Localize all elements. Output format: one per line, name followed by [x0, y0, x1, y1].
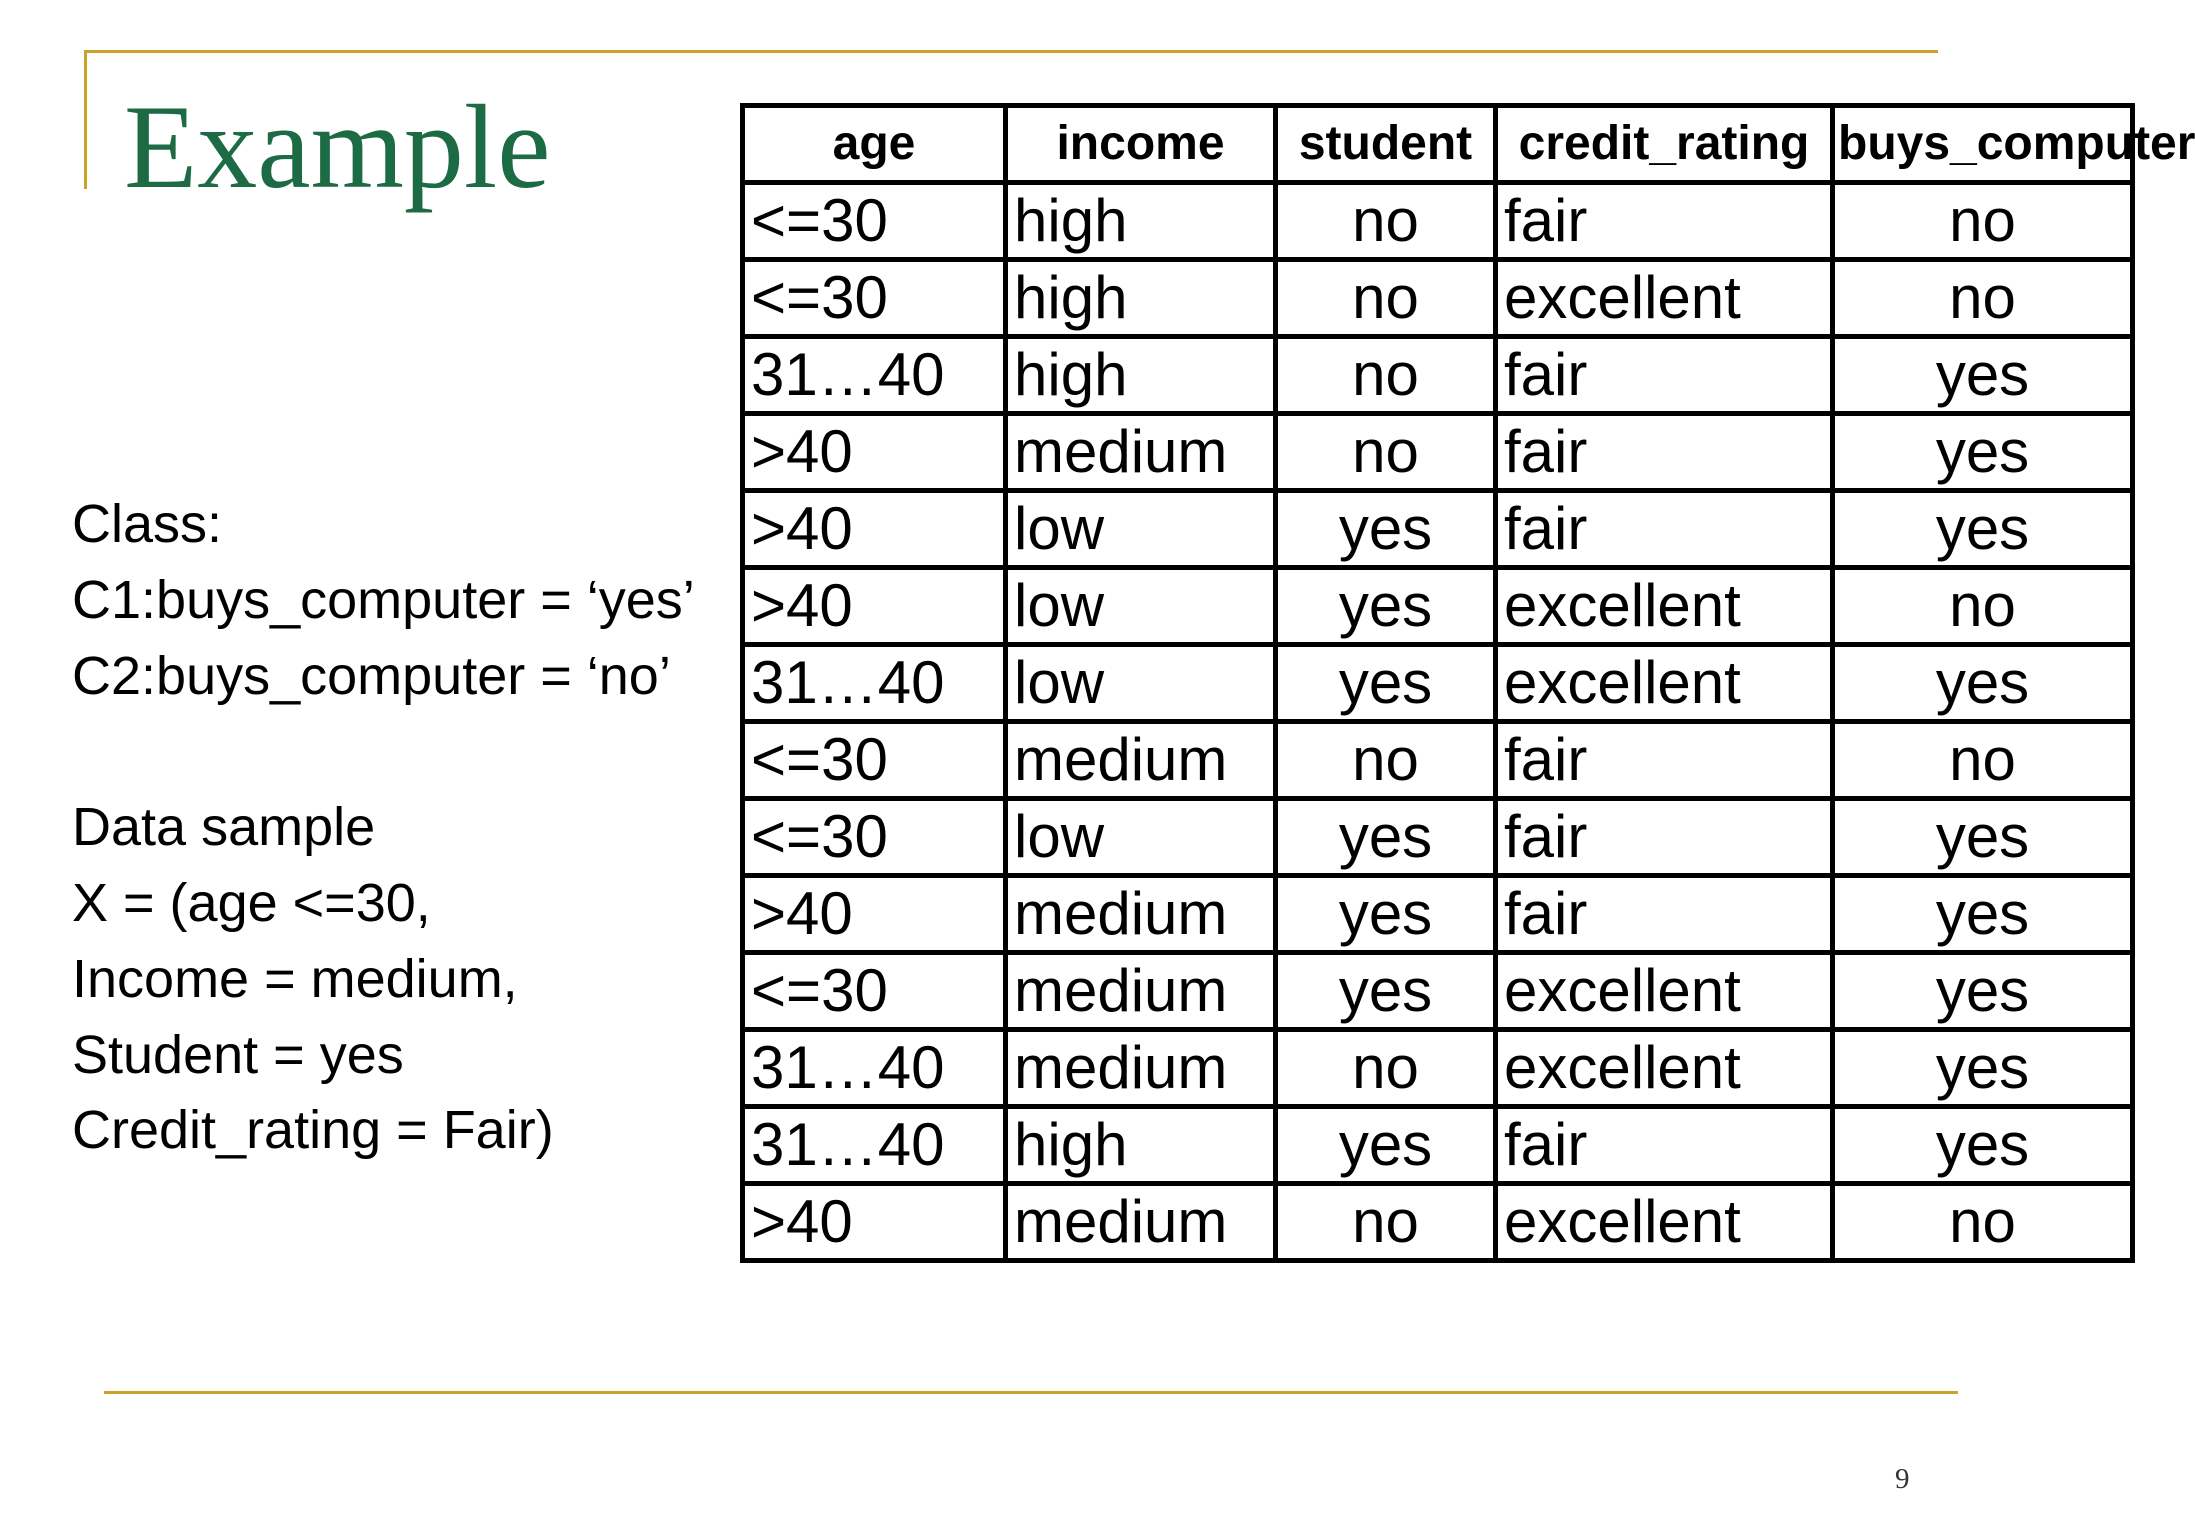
cell-credit-rating: fair [1496, 414, 1833, 491]
cell-income: high [1006, 260, 1276, 337]
page-number: 9 [1895, 1463, 1910, 1495]
info-line: C1:buys_computer = ‘yes’ [72, 569, 695, 630]
cell-credit-rating: excellent [1496, 568, 1833, 645]
cell-student: no [1276, 183, 1496, 260]
cell-credit-rating: excellent [1496, 1184, 1833, 1261]
column-header-age: age [743, 106, 1006, 183]
cell-age: 31…40 [743, 1030, 1006, 1107]
cell-buys-computer: no [1833, 1184, 2133, 1261]
bottom-decorative-rule [104, 1391, 1958, 1394]
cell-buys-computer: yes [1833, 1107, 2133, 1184]
table-header [743, 106, 2195, 183]
cell-age: <=30 [743, 722, 1006, 799]
cell-buys-computer: yes [1833, 876, 2133, 953]
cell-student: no [1276, 414, 1496, 491]
table-row [743, 337, 2133, 414]
table-row [743, 876, 2133, 953]
cell-credit-rating: fair [1496, 183, 1833, 260]
cell-credit-rating: excellent [1496, 645, 1833, 722]
info-line: Income = medium, [72, 948, 518, 1009]
cell-buys-computer: yes [1833, 953, 2133, 1030]
cell-student: yes [1276, 1107, 1496, 1184]
cell-age: >40 [743, 876, 1006, 953]
class-description [72, 487, 695, 1169]
cell-buys-computer: yes [1833, 337, 2133, 414]
cell-credit-rating: excellent [1496, 953, 1833, 1030]
training-data-table-container [740, 103, 2195, 1343]
cell-credit-rating: excellent [1496, 260, 1833, 337]
info-line: X = (age <=30, [72, 872, 431, 933]
top-decorative-rule [84, 50, 1938, 53]
cell-student: yes [1276, 953, 1496, 1030]
table-row [743, 1107, 2133, 1184]
column-header-buys-computer: buys_computer [1833, 106, 2133, 183]
cell-income: medium [1006, 953, 1276, 1030]
cell-income: medium [1006, 414, 1276, 491]
cell-credit-rating: fair [1496, 337, 1833, 414]
cell-buys-computer: no [1833, 722, 2133, 799]
cell-credit-rating: excellent [1496, 1030, 1833, 1107]
cell-credit-rating: fair [1496, 1107, 1833, 1184]
info-line [72, 714, 695, 790]
training-data-table [740, 103, 2195, 1263]
cell-student: yes [1276, 491, 1496, 568]
cell-income: high [1006, 1107, 1276, 1184]
table-row [743, 645, 2133, 722]
cell-buys-computer: yes [1833, 491, 2133, 568]
cell-age: 31…40 [743, 1107, 1006, 1184]
table-row [743, 1030, 2133, 1107]
cell-student: yes [1276, 799, 1496, 876]
cell-buys-computer: no [1833, 260, 2133, 337]
cell-income: low [1006, 645, 1276, 722]
column-header-credit-rating: credit_rating [1496, 106, 1833, 183]
cell-income: low [1006, 491, 1276, 568]
table-row [743, 491, 2133, 568]
cell-income: low [1006, 799, 1276, 876]
cell-student: no [1276, 337, 1496, 414]
cell-student: no [1276, 722, 1496, 799]
table-row [743, 722, 2133, 799]
cell-credit-rating: fair [1496, 491, 1833, 568]
slide-title: Example [124, 80, 551, 213]
table-row [743, 953, 2133, 1030]
table-row [743, 1184, 2133, 1261]
cell-student: yes [1276, 568, 1496, 645]
cell-buys-computer: yes [1833, 645, 2133, 722]
cell-income: medium [1006, 1030, 1276, 1107]
info-line: C2:buys_computer = ‘no’ [72, 645, 671, 706]
cell-buys-computer: yes [1833, 799, 2133, 876]
cell-age: <=30 [743, 260, 1006, 337]
cell-age: <=30 [743, 953, 1006, 1030]
cell-student: no [1276, 1030, 1496, 1107]
column-header-student: student [1276, 106, 1496, 183]
cell-credit-rating: fair [1496, 722, 1833, 799]
cell-age: >40 [743, 491, 1006, 568]
table-row [743, 183, 2133, 260]
cell-age: >40 [743, 1184, 1006, 1261]
cell-buys-computer: yes [1833, 414, 2133, 491]
cell-age: >40 [743, 414, 1006, 491]
cell-income: high [1006, 183, 1276, 260]
table-row [743, 568, 2133, 645]
info-line: Student = yes [72, 1024, 404, 1085]
table-body [743, 183, 2133, 1261]
cell-age: <=30 [743, 183, 1006, 260]
cell-income: medium [1006, 876, 1276, 953]
cell-buys-computer: yes [1833, 1030, 2133, 1107]
cell-student: yes [1276, 876, 1496, 953]
cell-buys-computer: no [1833, 568, 2133, 645]
table-row [743, 799, 2133, 876]
info-line: Data sample [72, 797, 376, 858]
cell-student: yes [1276, 645, 1496, 722]
cell-credit-rating: fair [1496, 876, 1833, 953]
cell-age: 31…40 [743, 645, 1006, 722]
cell-age: >40 [743, 568, 1006, 645]
cell-buys-computer: no [1833, 183, 2133, 260]
cell-age: <=30 [743, 799, 1006, 876]
cell-age: 31…40 [743, 337, 1006, 414]
cell-credit-rating: fair [1496, 799, 1833, 876]
table-row [743, 260, 2133, 337]
table-row [743, 414, 2133, 491]
cell-student: no [1276, 1184, 1496, 1261]
info-line: Credit_rating = Fair) [72, 1100, 554, 1161]
left-decorative-rule [84, 50, 87, 189]
cell-income: medium [1006, 1184, 1276, 1261]
cell-income: low [1006, 568, 1276, 645]
cell-student: no [1276, 260, 1496, 337]
column-header-income: income [1006, 106, 1276, 183]
cell-income: high [1006, 337, 1276, 414]
cell-income: medium [1006, 722, 1276, 799]
info-line: Class: [72, 494, 223, 554]
header-row [743, 106, 2133, 183]
